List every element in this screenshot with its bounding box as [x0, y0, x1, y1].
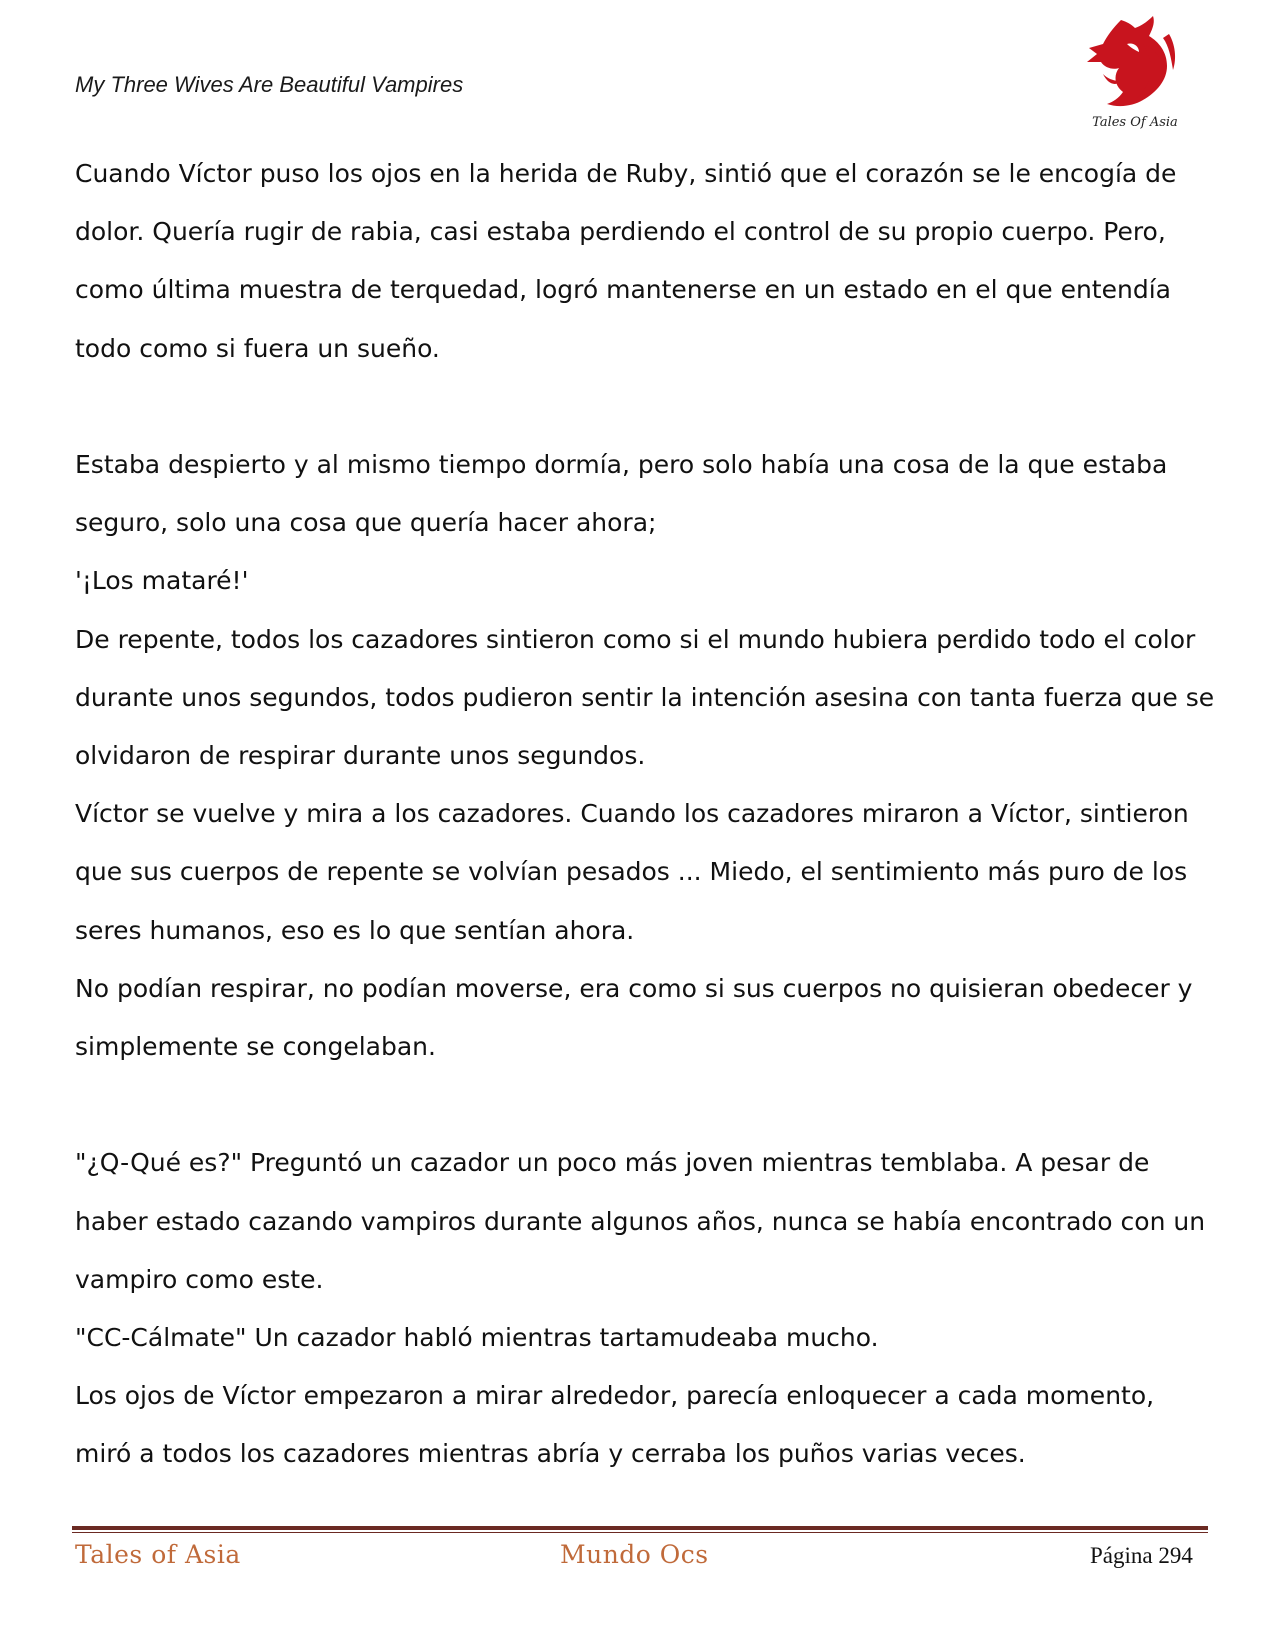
- paragraph-gap: [75, 378, 1215, 436]
- page-number: Página 294: [1090, 1543, 1193, 1568]
- paragraph: '¡Los mataré!': [75, 566, 249, 596]
- book-title: My Three Wives Are Beautiful Vampires: [75, 72, 464, 97]
- chapter-body: [75, 145, 1215, 1484]
- footer-publisher: Tales of Asia: [75, 1540, 241, 1569]
- paragraph: "¿Q-Qué es?" Preguntó un cazador un poco más joven mientras temblaba. A pesar de haber estado cazando vampiros durante algunos años, nunca se había encontrado con un vampiro como este.: [75, 1148, 1206, 1294]
- logo-text: Tales Of Asia: [1092, 115, 1178, 130]
- paragraph: "CC-Cálmate" Un cazador habló mientras tartamudeaba mucho.: [75, 1323, 879, 1353]
- footer-translator: Mundo Ocs: [560, 1540, 709, 1569]
- paragraph: De repente, todos los cazadores sintieron como si el mundo hubiera perdido todo el color durante unos segundos, todos pudieron sentir la intención asesina con tanta fuerza que se olvidaron de respirar durante unos segundos.: [75, 624, 1215, 771]
- paragraph-gap: [75, 1076, 1215, 1134]
- paragraph: No podían respirar, no podían moverse, era como si sus cuerpos no quisieran obedecer y simplemente se congelaban.: [75, 973, 1193, 1062]
- footer-rule-thick: [72, 1526, 1208, 1530]
- red-dragon-icon: [1083, 14, 1183, 120]
- paragraph: Víctor se vuelve y mira a los cazadores. Cuando los cazadores miraron a Víctor, sintieron que sus cuerpos de repente se volvían pesados ... Miedo, el sentimiento más puro de los seres humanos, eso es lo que sentían ahora.: [75, 799, 1189, 945]
- paragraph: Los ojos de Víctor empezaron a mirar alrededor, parecía enloquecer a cada momento, miró a todos los cazadores mientras abría y cerraba los puños varias veces.: [75, 1381, 1155, 1469]
- paragraph: Cuando Víctor puso los ojos en la herida de Ruby, sintió que el corazón se le encogía de dolor. Quería rugir de rabia, casi estaba perdiendo el control de su propio cuerpo. Pero, como última muestra de terquedad, logró mantenerse en un estado en el que entendía todo como si fuera un sueño.: [75, 159, 1177, 363]
- publisher-logo: [1083, 14, 1183, 136]
- footer-rule-thin: [72, 1532, 1208, 1533]
- paragraph: Estaba despierto y al mismo tiempo dormía, pero solo había una cosa de la que estaba seguro, solo una cosa que quería hacer ahora;: [75, 450, 1168, 538]
